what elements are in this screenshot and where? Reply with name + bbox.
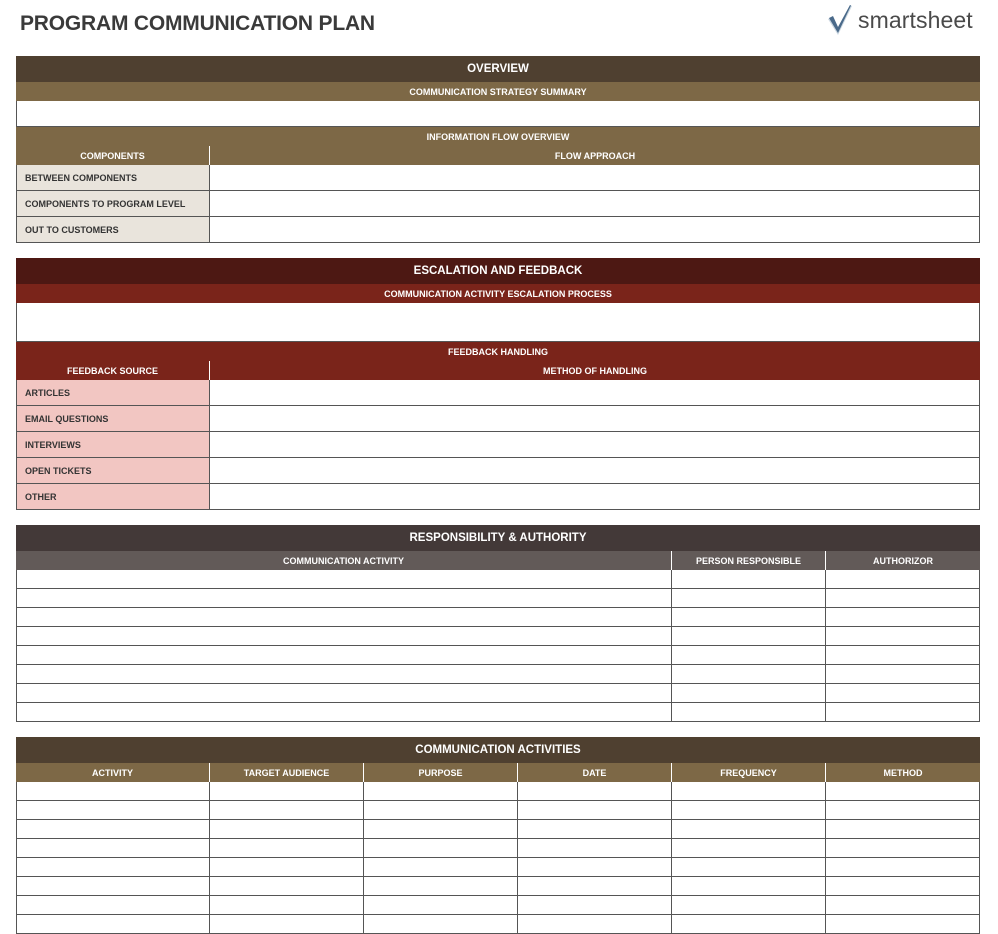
activities-section (16, 737, 980, 934)
table-cell[interactable] (517, 820, 671, 839)
component-label: COMPONENTS TO PROGRAM LEVEL (16, 191, 209, 217)
table-row (16, 665, 980, 684)
component-label: BETWEEN COMPONENTS (16, 165, 209, 191)
table-cell[interactable] (363, 820, 517, 839)
table-cell[interactable] (16, 839, 209, 858)
feedback-source-label: INTERVIEWS (16, 432, 209, 458)
table-row (16, 165, 980, 191)
table-cell[interactable] (671, 915, 825, 934)
table-row (16, 191, 980, 217)
table-cell[interactable] (825, 915, 980, 934)
table-cell[interactable] (16, 684, 671, 703)
components-column-header: COMPONENTS (80, 150, 145, 161)
table-cell[interactable] (16, 703, 671, 722)
table-cell[interactable] (671, 665, 825, 684)
feedback-source-label: OTHER (16, 484, 209, 510)
table-cell[interactable] (517, 858, 671, 877)
table-cell[interactable] (517, 915, 671, 934)
table-cell[interactable] (16, 570, 671, 589)
table-cell[interactable] (671, 820, 825, 839)
table-cell[interactable] (825, 665, 980, 684)
table-cell[interactable] (825, 820, 980, 839)
table-cell[interactable] (16, 782, 209, 801)
flow-approach-cell[interactable] (209, 191, 980, 217)
table-cell[interactable] (16, 665, 671, 684)
table-cell[interactable] (16, 646, 671, 665)
table-cell[interactable] (671, 877, 825, 896)
overview-header: OVERVIEW (16, 56, 980, 82)
table-row (16, 782, 980, 801)
activity-column-header: ACTIVITY (91, 767, 133, 778)
table-cell[interactable] (16, 877, 209, 896)
table-row (16, 896, 980, 915)
table-cell[interactable] (825, 703, 980, 722)
authorizor-column-header: AUTHORIZOR (825, 551, 980, 570)
table-cell[interactable] (671, 782, 825, 801)
activities-header: COMMUNICATION ACTIVITIES (16, 737, 980, 763)
table-cell[interactable] (209, 896, 363, 915)
table-cell[interactable] (671, 703, 825, 722)
method-cell[interactable] (209, 380, 980, 406)
table-cell[interactable] (825, 627, 980, 646)
table-cell[interactable] (16, 608, 671, 627)
target-audience-column-header: TARGET AUDIENCE (209, 763, 363, 782)
table-cell[interactable] (517, 801, 671, 820)
person-responsible-column-header: PERSON RESPONSIBLE (671, 551, 825, 570)
table-cell[interactable] (671, 684, 825, 703)
purpose-column-header: PURPOSE (363, 763, 517, 782)
table-row (16, 570, 980, 589)
table-cell[interactable] (825, 801, 980, 820)
table-cell[interactable] (517, 877, 671, 896)
escalation-header: ESCALATION AND FEEDBACK (16, 258, 980, 284)
table-cell[interactable] (363, 801, 517, 820)
table-cell[interactable] (16, 801, 209, 820)
method-cell[interactable] (209, 458, 980, 484)
table-cell[interactable] (209, 877, 363, 896)
table-row (16, 877, 980, 896)
table-cell[interactable] (363, 858, 517, 877)
table-row (16, 458, 980, 484)
table-cell[interactable] (517, 839, 671, 858)
table-row (16, 217, 980, 243)
feedback-handling-header: FEEDBACK HANDLING (16, 342, 980, 361)
feedback-source-label: ARTICLES (16, 380, 209, 406)
table-cell[interactable] (825, 858, 980, 877)
table-cell[interactable] (825, 684, 980, 703)
table-row (16, 858, 980, 877)
table-cell[interactable] (671, 839, 825, 858)
table-cell[interactable] (825, 570, 980, 589)
table-cell[interactable] (825, 589, 980, 608)
feedback-source-label: OPEN TICKETS (16, 458, 209, 484)
responsibility-section (16, 525, 980, 722)
component-label: OUT TO CUSTOMERS (16, 217, 209, 243)
table-cell[interactable] (825, 782, 980, 801)
table-cell[interactable] (825, 877, 980, 896)
table-row (16, 703, 980, 722)
escalation-process-field[interactable] (16, 303, 980, 342)
table-cell[interactable] (363, 915, 517, 934)
activities-grid (16, 782, 980, 934)
table-cell[interactable] (209, 820, 363, 839)
table-cell[interactable] (209, 858, 363, 877)
table-cell[interactable] (671, 801, 825, 820)
flow-approach-column-header: FLOW APPROACH (209, 146, 980, 165)
method-column-header: METHOD (825, 763, 980, 782)
table-cell[interactable] (671, 627, 825, 646)
flow-approach-cell[interactable] (209, 165, 980, 191)
flow-approach-cell[interactable] (209, 217, 980, 243)
escalation-process-header: COMMUNICATION ACTIVITY ESCALATION PROCESS (16, 284, 980, 303)
page-title: PROGRAM COMMUNICATION PLAN (20, 12, 375, 35)
overview-section (16, 56, 980, 243)
table-cell[interactable] (16, 627, 671, 646)
table-cell[interactable] (671, 608, 825, 627)
table-cell[interactable] (363, 782, 517, 801)
table-row (16, 608, 980, 627)
table-cell[interactable] (517, 782, 671, 801)
table-cell[interactable] (825, 839, 980, 858)
table-row (16, 915, 980, 934)
table-row (16, 380, 980, 406)
table-cell[interactable] (209, 782, 363, 801)
table-cell[interactable] (16, 915, 209, 934)
table-cell[interactable] (209, 915, 363, 934)
strategy-summary-header: COMMUNICATION STRATEGY SUMMARY (16, 82, 980, 101)
table-cell[interactable] (825, 896, 980, 915)
checkmark-icon (826, 3, 854, 37)
table-cell[interactable] (671, 589, 825, 608)
table-cell[interactable] (16, 820, 209, 839)
table-cell[interactable] (825, 646, 980, 665)
activities-column-headers (16, 763, 980, 782)
table-row (16, 589, 980, 608)
frequency-column-header: FREQUENCY (671, 763, 825, 782)
method-cell[interactable] (209, 484, 980, 510)
feedback-column-headers (16, 361, 980, 380)
table-cell[interactable] (363, 877, 517, 896)
table-cell[interactable] (209, 801, 363, 820)
table-row (16, 684, 980, 703)
communication-activity-column-header: COMMUNICATION ACTIVITY (283, 555, 404, 566)
table-cell[interactable] (517, 896, 671, 915)
method-column-header: METHOD OF HANDLING (209, 361, 980, 380)
table-cell[interactable] (671, 858, 825, 877)
table-cell[interactable] (16, 858, 209, 877)
table-row (16, 406, 980, 432)
table-cell[interactable] (16, 896, 209, 915)
info-flow-column-headers (16, 146, 980, 165)
table-cell[interactable] (671, 570, 825, 589)
table-cell[interactable] (671, 896, 825, 915)
date-column-header: DATE (517, 763, 671, 782)
logo-text: smartsheet (858, 6, 973, 33)
table-cell[interactable] (671, 646, 825, 665)
table-row (16, 820, 980, 839)
table-row (16, 839, 980, 858)
feedback-source-column-header: FEEDBACK SOURCE (66, 365, 158, 376)
feedback-source-label: EMAIL QUESTIONS (16, 406, 209, 432)
table-cell[interactable] (363, 896, 517, 915)
responsibility-grid (16, 570, 980, 722)
table-cell[interactable] (209, 839, 363, 858)
escalation-section (16, 258, 980, 510)
table-cell[interactable] (825, 608, 980, 627)
table-row (16, 627, 980, 646)
method-cell[interactable] (209, 432, 980, 458)
table-row (16, 646, 980, 665)
smartsheet-logo (826, 2, 973, 38)
table-row (16, 801, 980, 820)
table-row (16, 484, 980, 510)
info-flow-header: INFORMATION FLOW OVERVIEW (16, 127, 980, 146)
table-cell[interactable] (16, 589, 671, 608)
responsibility-column-headers (16, 551, 980, 570)
responsibility-header: RESPONSIBILITY & AUTHORITY (16, 525, 980, 551)
strategy-summary-field[interactable] (16, 101, 980, 127)
table-cell[interactable] (363, 839, 517, 858)
table-row (16, 432, 980, 458)
method-cell[interactable] (209, 406, 980, 432)
